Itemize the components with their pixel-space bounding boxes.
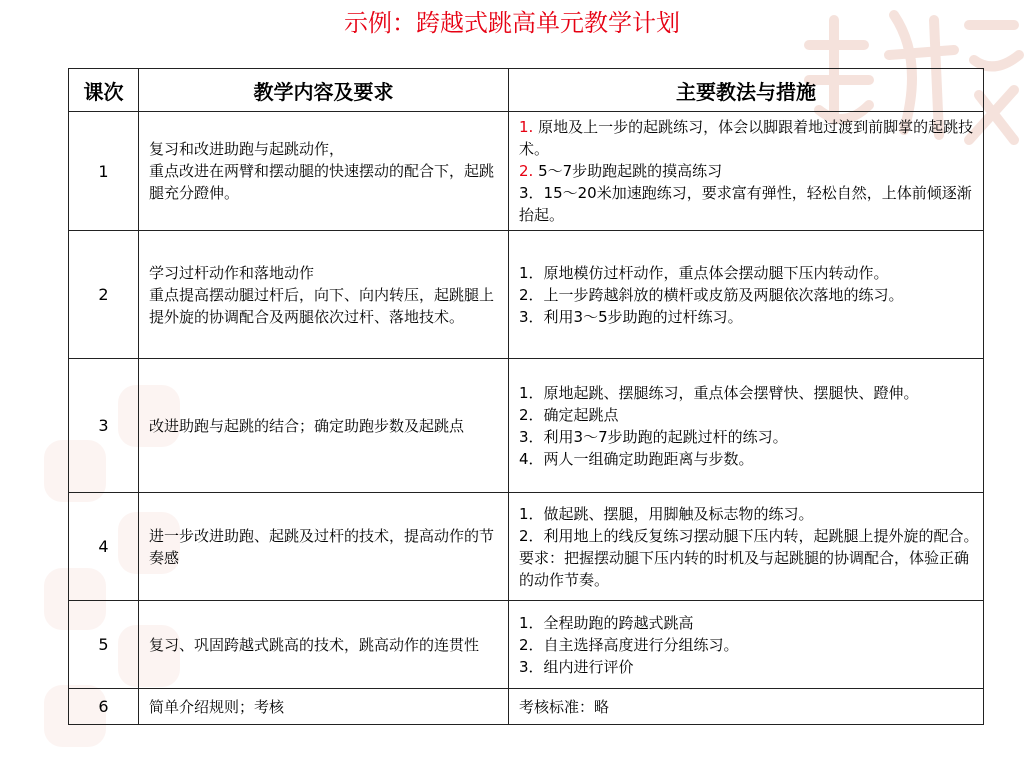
methods-cell (509, 359, 984, 493)
method-item-text: 1．全程助跑的跨越式跳高 (519, 613, 694, 632)
method-item (519, 262, 979, 284)
method-item-text: 3．利用3～7步助跑的起跳过杆的练习。 (519, 427, 788, 446)
lesson-number-cell: 6 (69, 689, 139, 725)
method-item-number: 1. (519, 118, 534, 136)
method-item-text: 5～7步助跑起跳的摸高练习 (533, 162, 723, 180)
methods-cell (509, 231, 984, 359)
lesson-number-cell: 2 (69, 231, 139, 359)
table-row (69, 231, 984, 359)
content-line: 进一步改进助跑、起跳及过杆的技术，提高动作的节奏感 (149, 526, 495, 567)
method-item-text: 1．原地起跳、摆腿练习，重点体会摆臂快、摆腿快、蹬伸。 (519, 383, 919, 402)
method-item-text: 1．原地模仿过杆动作，重点体会摆动腿下压内转动作。 (519, 263, 889, 282)
method-item-text: 4．两人一组确定助跑距离与步数。 (519, 449, 754, 468)
method-item (519, 404, 979, 426)
method-item (519, 284, 979, 306)
content-line: 学习过杆动作和落地动作 (149, 263, 315, 282)
method-item-text: 原地及上一步的起跳练习，体会以脚跟着地过渡到前脚掌的起跳技术。 (519, 118, 974, 158)
table-row (69, 601, 984, 689)
content-requirements-cell (139, 689, 509, 725)
content-line: 改进助跑与起跳的结合；确定助跑步数及起跳点 (149, 416, 465, 435)
methods-cell (509, 601, 984, 689)
method-item (519, 426, 979, 448)
method-item-text: 2．确定起跳点 (519, 405, 619, 424)
table-row (69, 493, 984, 601)
table-header-row (69, 69, 984, 112)
lesson-number-cell: 3 (69, 359, 139, 493)
methods-cell (509, 689, 984, 725)
lesson-number-cell: 4 (69, 493, 139, 601)
content-requirements-cell (139, 359, 509, 493)
method-item (519, 448, 979, 470)
method-item-text: 3．15～20米加速跑练习，要求富有弹性，轻松自然，上体前倾逐渐抬起。 (519, 184, 972, 224)
method-item (519, 634, 979, 656)
content-line: 重点改进在两臂和摆动腿的快速摆动的配合下，起跳腿充分蹬伸。 (149, 162, 495, 202)
content-line: 复习和改进助跑与起跳动作， (149, 140, 345, 158)
content-requirements-cell (139, 231, 509, 359)
method-item-text: 1．做起跳、摆腿，用脚触及标志物的练习。 (519, 504, 814, 523)
methods-cell (509, 493, 984, 601)
method-item (519, 503, 979, 525)
lesson-plan-table (68, 68, 984, 725)
content-line: 重点提高摆动腿过杆后，向下、向内转压，起跳腿上提外旋的协调配合及两腿依次过杆、落地技术。 (149, 285, 495, 326)
content-requirements-cell (139, 493, 509, 601)
table-row (69, 689, 984, 725)
method-item (519, 382, 979, 404)
header-lesson-number: 课次 (69, 69, 139, 112)
method-item (519, 160, 979, 182)
content-line: 复习、巩固跨越式跳高的技术，跳高动作的连贯性 (149, 635, 480, 654)
content-requirements-cell (139, 601, 509, 689)
method-item (519, 525, 979, 591)
method-item-text: 考核标准：略 (519, 697, 610, 716)
method-item (519, 306, 979, 328)
content-line: 简单介绍规则；考核 (149, 697, 285, 716)
header-methods-measures: 主要教法与措施 (509, 69, 984, 112)
method-item (519, 656, 979, 678)
methods-cell (509, 112, 984, 231)
method-item-number: 2. (519, 162, 534, 180)
header-content-requirements: 教学内容及要求 (139, 69, 509, 112)
table-row (69, 112, 984, 231)
slide-title: 示例：跨越式跳高单元教学计划 (344, 9, 680, 37)
lesson-number-cell: 5 (69, 601, 139, 689)
method-item-text: 3．利用3～5步助跑的过杆练习。 (519, 307, 743, 326)
method-item (519, 182, 979, 226)
content-requirements-cell (139, 112, 509, 231)
method-item (519, 612, 979, 634)
method-item-text: 2．利用地上的线反复练习摆动腿下压内转，起跳腿上提外旋的配合。要求：把握摆动腿下压内转的时机及与起跳腿的协调配合，体验正确的动作节奏。 (519, 526, 979, 589)
lesson-number-cell: 1 (69, 112, 139, 231)
method-item (519, 696, 979, 718)
method-item-text: 3．组内进行评价 (519, 657, 634, 676)
method-item (519, 116, 979, 160)
table-row (69, 359, 984, 493)
method-item-text: 2．上一步跨越斜放的横杆或皮筋及两腿依次落地的练习。 (519, 285, 904, 304)
method-item-text: 2．自主选择高度进行分组练习。 (519, 635, 739, 654)
